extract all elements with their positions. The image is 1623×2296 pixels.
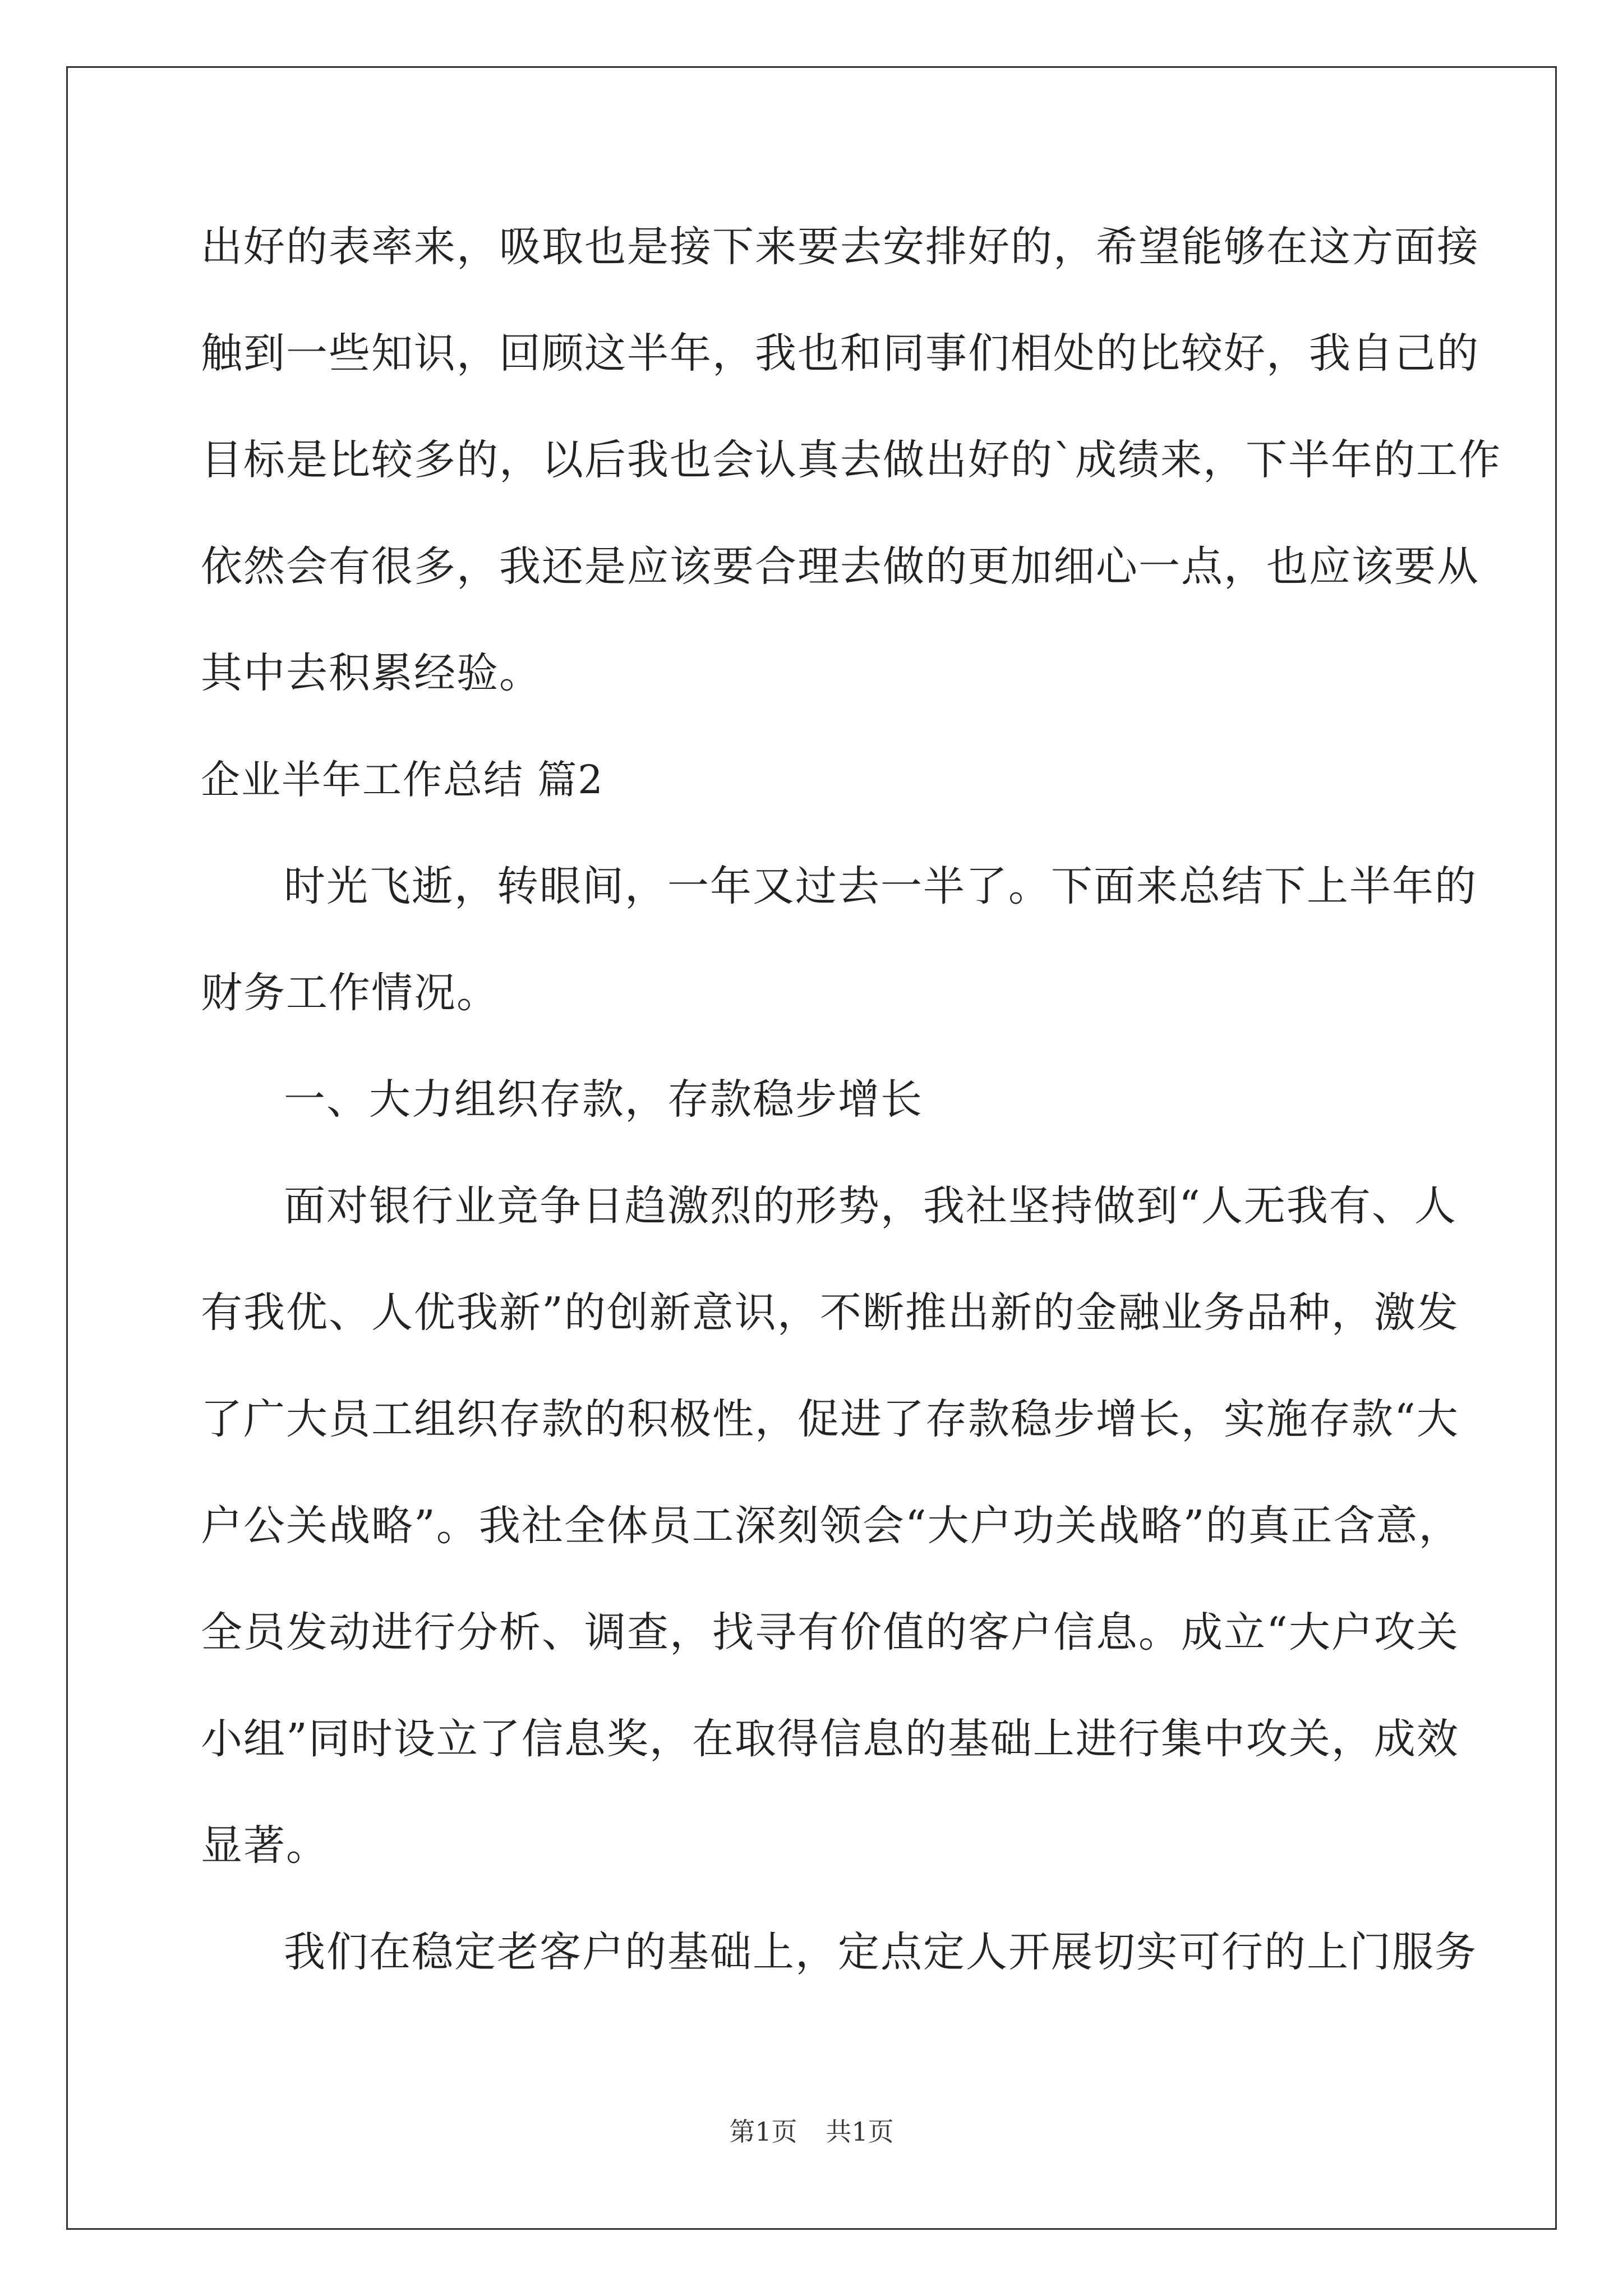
paragraph-line: 财务工作情况。	[201, 969, 499, 1017]
paragraph-line: 目标是比较多的，以后我也会认真去做出好的`成绩来，下半年的工作	[201, 436, 1501, 484]
paragraph-line: 出好的表率来，吸取也是接下来要去安排好的，希望能够在这方面接	[201, 223, 1479, 271]
paragraph-line: 面对银行业竞争日趋激烈的形势，我社坚持做到“人无我有、人	[284, 1182, 1457, 1230]
paragraph-line: 其中去积累经验。	[201, 649, 542, 697]
paragraph-line: 全员发动进行分析、调查，找寻有价值的客户信息。成立“大户攻关	[201, 1608, 1459, 1657]
paragraph-line: 我们在稳定老客户的基础上，定点定人开展切实可行的上门服务	[284, 1928, 1477, 1976]
paragraph-line: 有我优、人优我新”的创新意识，不断推出新的金融业务品种，激发	[201, 1289, 1459, 1337]
paragraph-line: 小组”同时设立了信息奖，在取得信息的基础上进行集中攻关，成效	[201, 1715, 1459, 1763]
paragraph-line: 依然会有很多，我还是应该要合理去做的更加细心一点，也应该要从	[201, 542, 1479, 591]
section-heading: 一、大力组织存款，存款稳步增长	[284, 1075, 923, 1124]
paragraph-line: 时光飞逝，转眼间，一年又过去一半了。下面来总结下上半年的	[284, 862, 1477, 910]
paragraph-line: 了广大员工组织存款的积极性，促进了存款稳步增长，实施存款“大	[201, 1395, 1459, 1443]
page-number: 第1页	[729, 2116, 797, 2147]
paragraph-line: 显著。	[201, 1821, 329, 1870]
page-footer	[0, 2115, 1623, 2148]
page-total: 共1页	[826, 2116, 894, 2147]
paragraph-line: 户公关战略”。我社全体员工深刻领会“大户功关战略”的真正含意，	[201, 1502, 1461, 1550]
page-border	[66, 66, 1557, 2230]
paragraph-line: 触到一些知识，回顾这半年，我也和同事们相处的比较好，我自己的	[201, 329, 1479, 378]
section-title: 企业半年工作总结 篇2	[201, 757, 604, 803]
